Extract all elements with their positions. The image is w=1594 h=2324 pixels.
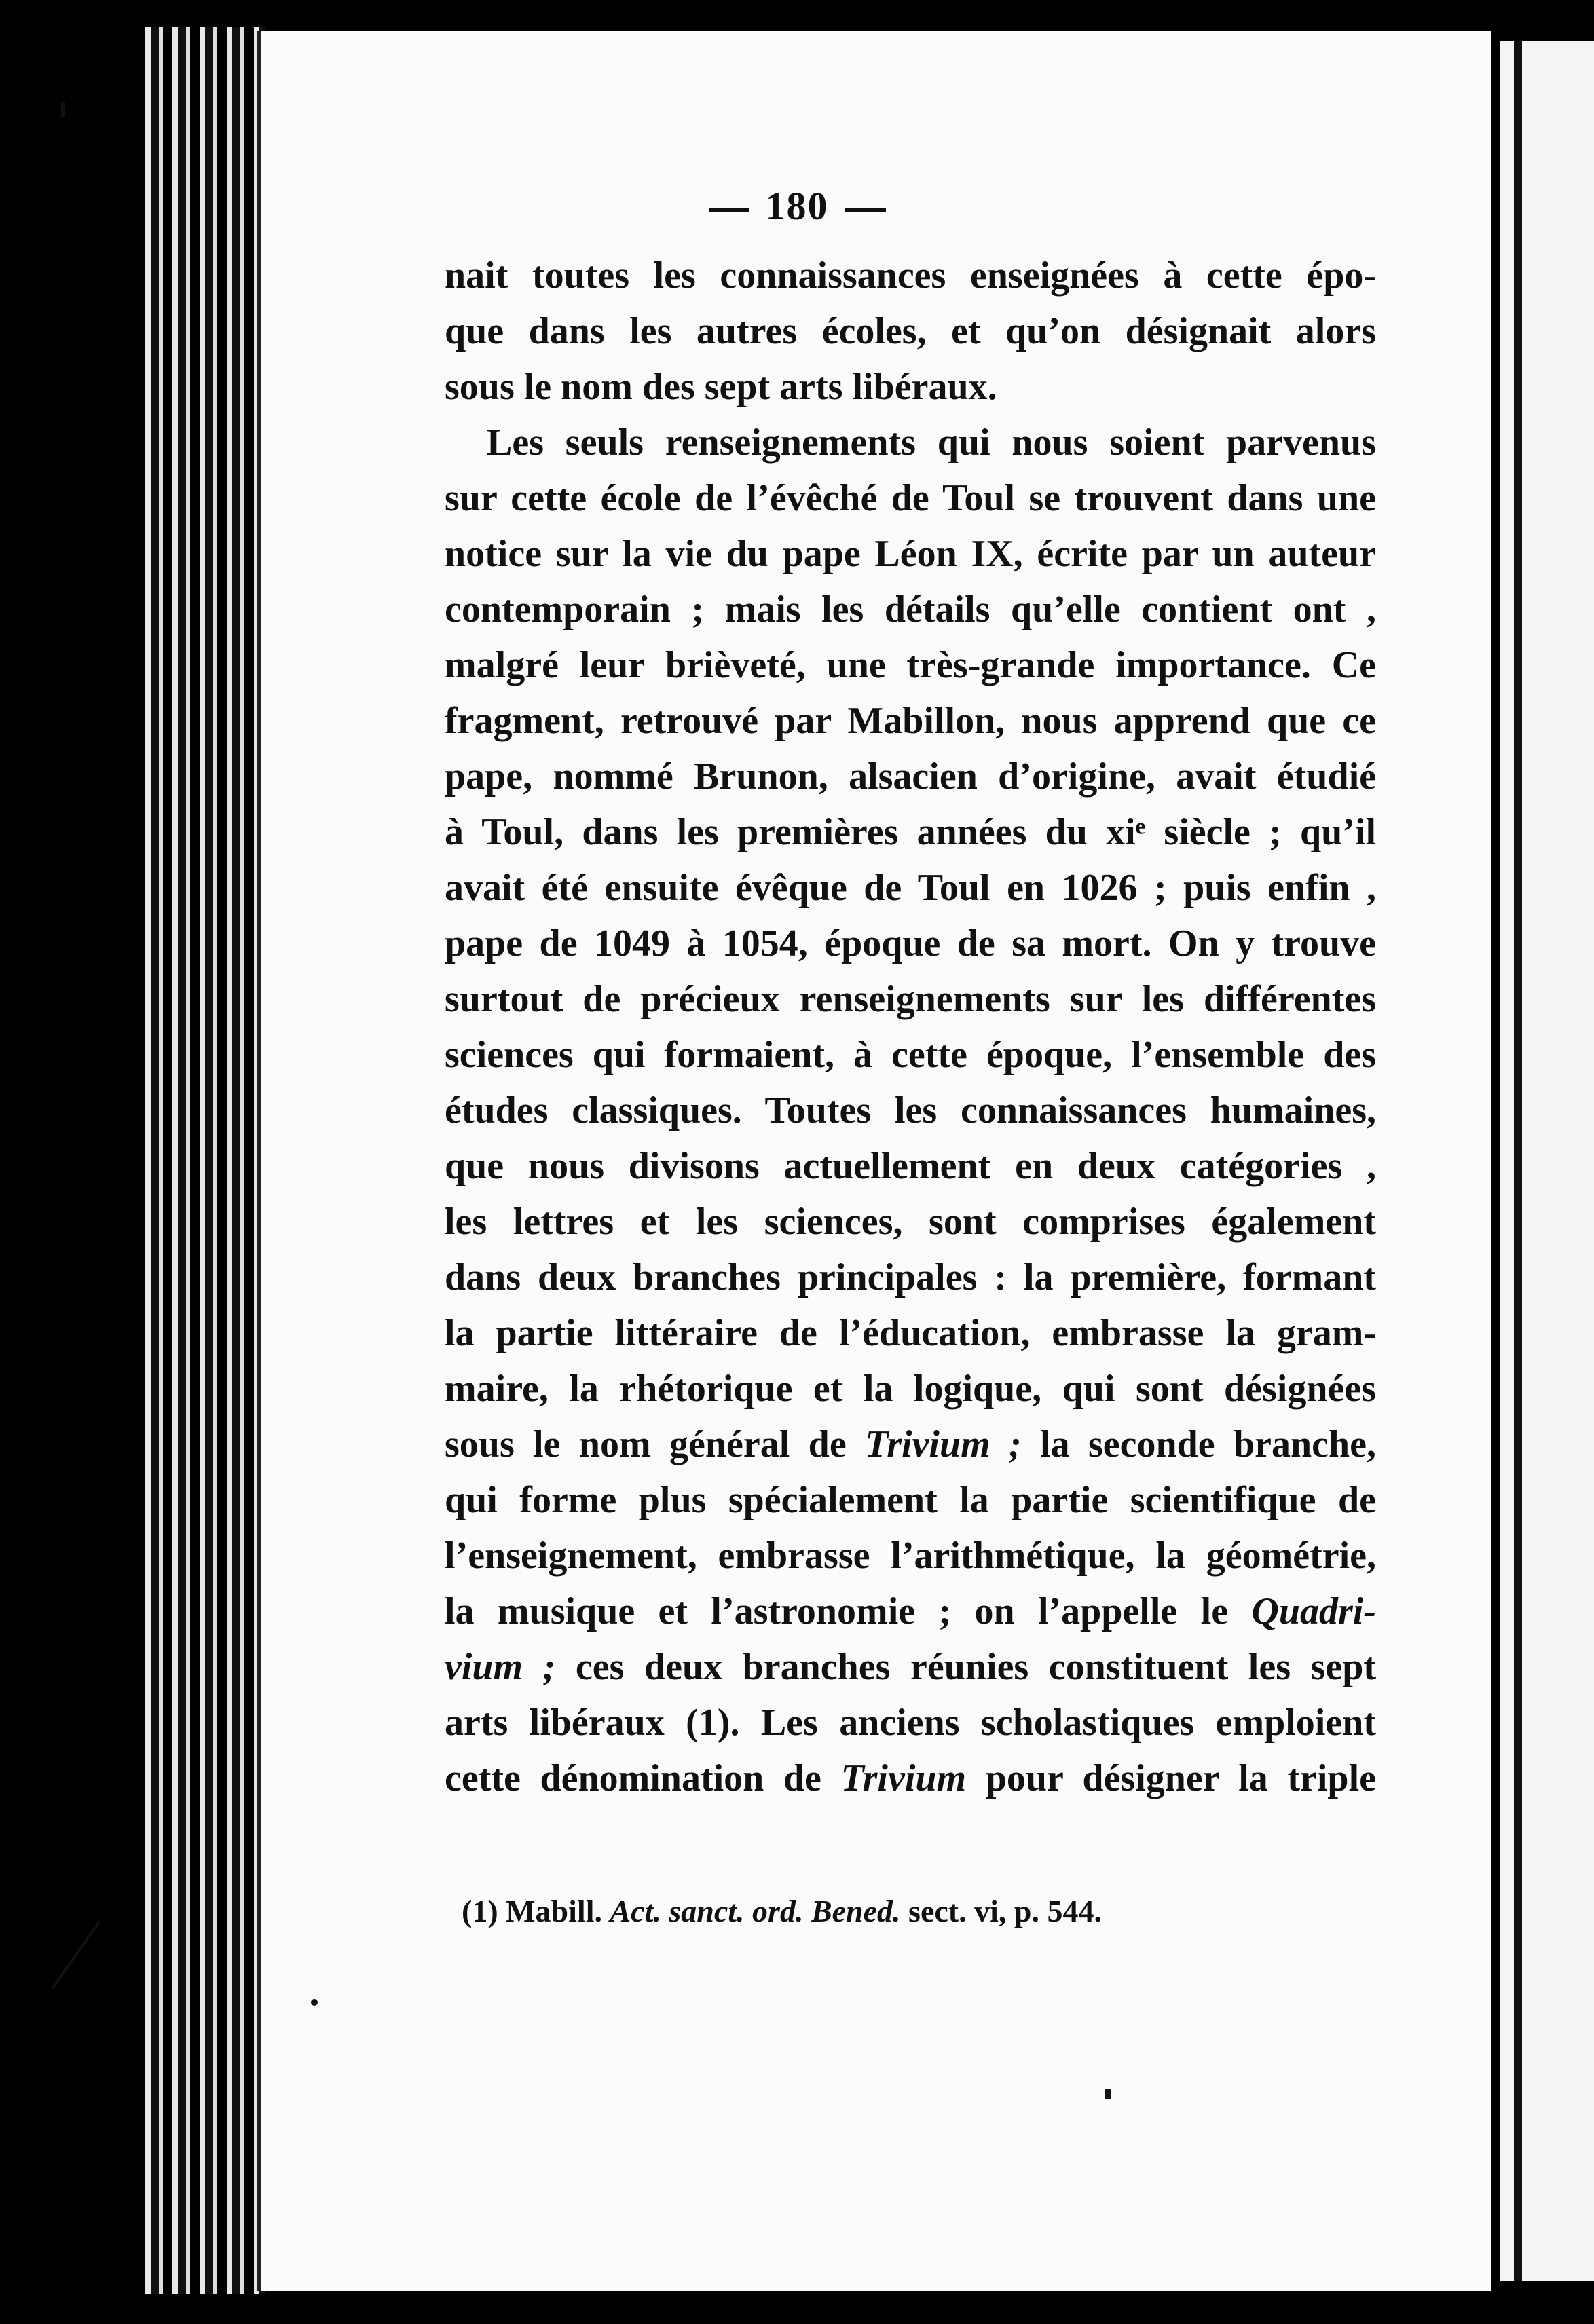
text-line-segment: la seconde branche, xyxy=(1021,1423,1376,1465)
scan-speck xyxy=(1105,2089,1111,2099)
text-line: avait été ensuite évêque de Toul en 1026 ; puis enfin , xyxy=(445,867,1376,909)
footnote-marker: (1) xyxy=(462,1894,498,1928)
book-edge-stripes xyxy=(136,27,265,2294)
text-line: sur cette école de l’évêché de Toul se trouvent dans une xyxy=(445,477,1376,519)
text-line: notice sur la vie du pape Léon IX, écrite par un auteur xyxy=(445,533,1376,575)
text-line: maire, la rhétorique et la logique, qui sont désignées xyxy=(445,1368,1376,1410)
text-line: qui forme plus spécialement la partie scientifique de xyxy=(445,1479,1376,1521)
text-line-segment: cette dénomination de xyxy=(445,1757,841,1799)
text-line-segment: sous le nom général de xyxy=(445,1423,866,1465)
text-line: contemporain ; mais les détails qu’elle contient ont , xyxy=(445,588,1376,631)
text-line: pape, nommé Brunon, alsacien d’origine, avait étudié xyxy=(445,755,1376,798)
text-line: la partie littéraire de l’éducation, embrasse la gram- xyxy=(445,1312,1376,1354)
text-line: malgré leur brièveté, une très-grande importance. Ce xyxy=(445,644,1376,686)
text-line xyxy=(445,1750,1376,1806)
italic-term: Quadri- xyxy=(1251,1590,1376,1632)
text-line: à Toul, dans les premières années du xiᵉ siècle ; qu’il xyxy=(445,811,1376,853)
footnote-author: Mabill. xyxy=(506,1894,602,1928)
header-dash-left xyxy=(709,208,749,212)
scan-scratch xyxy=(52,1921,100,1989)
scan-speck xyxy=(311,1999,318,2006)
text-line: Les seuls renseignements qui nous soient parvenus xyxy=(487,421,1376,464)
text-line: surtout de précieux renseignements sur les différentes xyxy=(445,978,1376,1020)
text-line xyxy=(445,1639,1376,1695)
italic-term: Trivium ; xyxy=(865,1423,1022,1465)
italic-term: vium ; xyxy=(445,1646,556,1688)
footnote-reference: sect. vi, p. 544. xyxy=(908,1894,1102,1928)
text-line: études classiques. Toutes les connaissances humaines, xyxy=(445,1089,1376,1131)
text-line: l’enseignement, embrasse l’arithmétique, la géométrie, xyxy=(445,1535,1376,1577)
text-line: que nous divisons actuellement en deux catégories , xyxy=(445,1145,1376,1187)
text-line: nait toutes les connaissances enseignées à cette épo- xyxy=(445,255,1376,297)
body-text xyxy=(445,248,1376,1806)
text-line: que dans les autres écoles, et qu’on désignait alors xyxy=(445,310,1376,352)
text-line: les lettres et les sciences, sont comprises également xyxy=(445,1201,1376,1243)
italic-term: Trivium xyxy=(840,1757,967,1799)
text-line: arts libéraux (1). Les anciens scholastiques emploient xyxy=(445,1702,1376,1744)
page-header xyxy=(0,183,1594,229)
text-line: sous le nom des sept arts libéraux. xyxy=(445,366,997,408)
header-dash-right xyxy=(845,208,886,212)
scan-speck xyxy=(61,102,65,117)
page-gutter-shadow xyxy=(1514,41,1522,2281)
page-number: 180 xyxy=(765,184,829,228)
text-line xyxy=(445,1417,1376,1472)
footnote xyxy=(462,1891,1358,1932)
text-line-segment: la musique et l’astronomie ; on l’appelle le xyxy=(445,1590,1252,1632)
text-line: dans deux branches principales : la première, formant xyxy=(445,1256,1376,1298)
text-line-segment: pour désigner la triple xyxy=(966,1757,1376,1799)
footnote-work: Act. sanct. ord. Bened. xyxy=(610,1894,901,1928)
text-line: sciences qui formaient, à cette époque, l’ensemble des xyxy=(445,1034,1376,1076)
text-line-segment: ces deux branches réunies constituent les sept xyxy=(555,1646,1376,1688)
text-line: pape de 1049 à 1054, époque de sa mort. On y trouve xyxy=(445,922,1376,964)
text-line: fragment, retrouvé par Mabillon, nous apprend que ce xyxy=(445,700,1376,742)
text-line xyxy=(445,1583,1376,1639)
